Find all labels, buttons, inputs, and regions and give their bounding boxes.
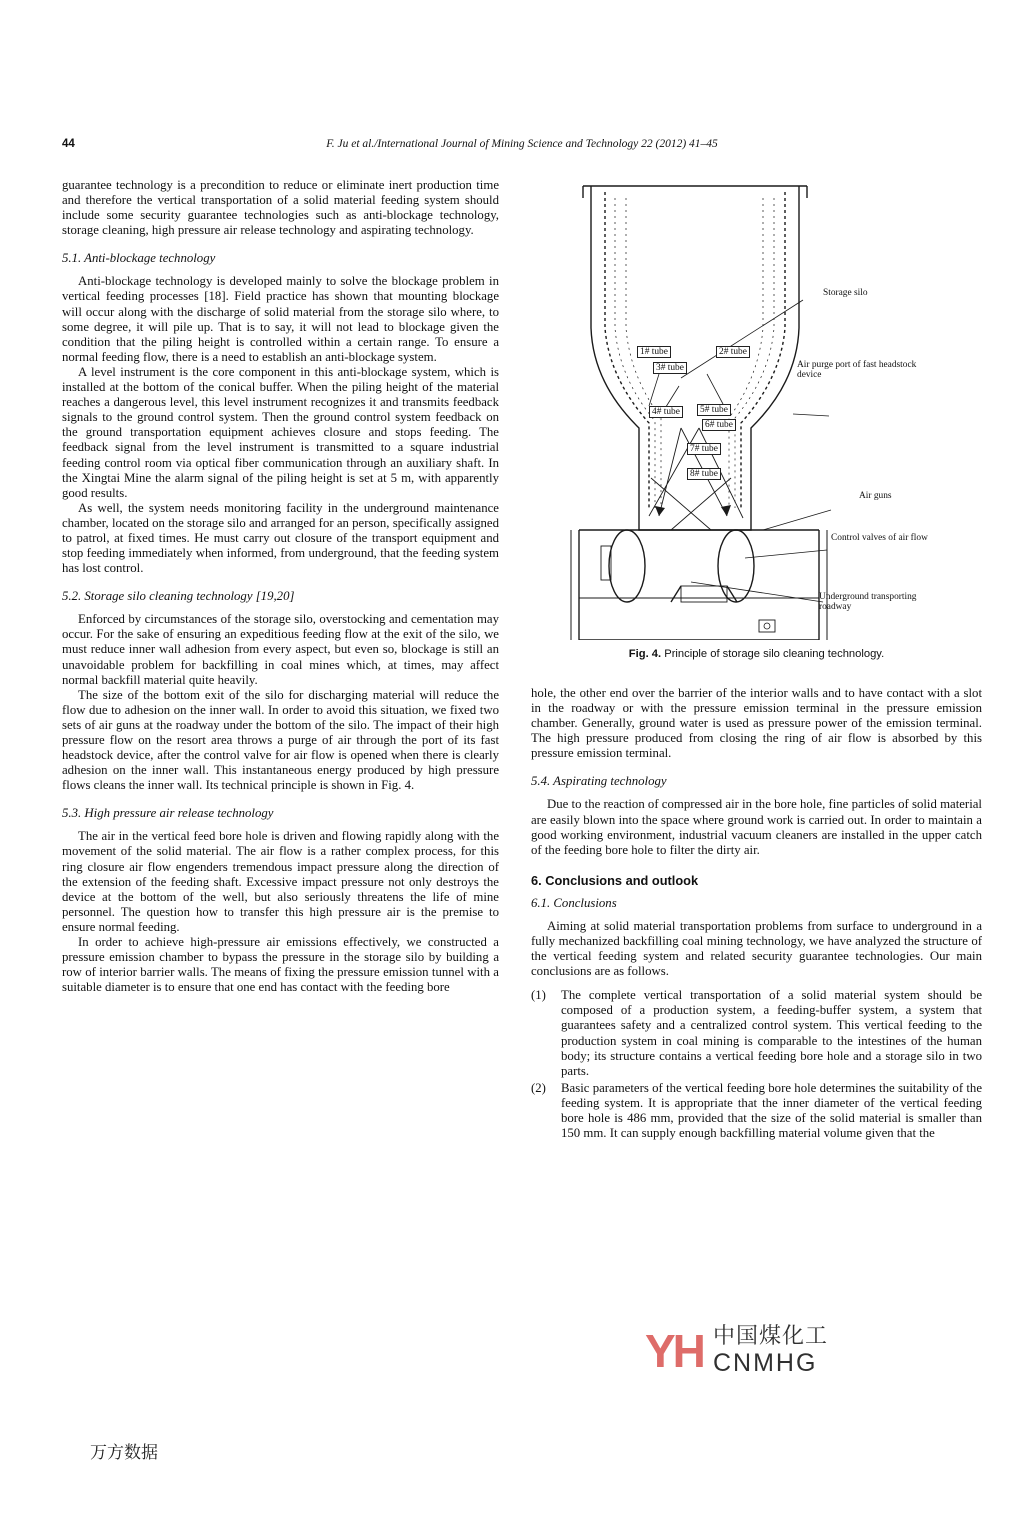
figure-label-storage-silo: Storage silo [823, 288, 868, 298]
paragraph-5-3-1: The air in the vertical feed bore hole is driven and flowing rapidly along with the movement of the solid material. The air flow is a rather complex process, for this ring closure air flow engenders tremendous impact pressure along the direction of the extension of the feeding shaft. Excessive impact pressure not only destroys the device at the bottom of the well, but also seriously threatens the life of mine personnel. The question how to transfer this high pressure air is the premise to ensure normal feeding. [62, 829, 499, 934]
list-item [531, 988, 982, 1079]
paragraph-5-2-2: The size of the bottom exit of the silo for discharging material will reduce the flow due to adhesion on the inner wall. In order to avoid this situation, we fixed two sets of air guns at the roadway under the bottom of the silo. The impact of their high pressure flow on the resort area throws a purge of air through the port of its fast headstock device, after the control valve for air flow is opened when there is clearly adhesion on the inner wall. This instantaneous energy produced by high pressure flows cleans the inner wall. Its technical principle is shown in Fig. 4. [62, 687, 499, 793]
list-item-text: Basic parameters of the vertical feeding bore hole determines the suitability of the feeding system. It is appropriate that the inner diameter of the vertical feeding bore hole is 486 mm, provided that the size of the solid material is smaller than 150 mm. It can supply enough backfilling material volume given that the [561, 1080, 982, 1141]
watermark [645, 1315, 885, 1393]
paragraph-6-1-1: Aiming at solid material transportation problems from surface to underground in a fully mechanized backfilling coal mining technology, we have analyzed the structure of the vertical feeding system and related security guarantee technologies. Our main conclusions are as follows. [531, 918, 982, 979]
list-item-text: The complete vertical transportation of a solid material system should be composed of a production system, a feeding-buffer system, a system that guarantees safety and a centralized control system. This vertical feeding to the production system in coal mining is comparable to the intestines of the human body; its structure contains a vertical feeding bore hole and a storage silo in two parts. [561, 988, 982, 1078]
figure-label-tube-7: 7# tube [687, 443, 721, 455]
section-heading-6-1: 6.1. Conclusions [531, 895, 617, 910]
conclusions-list [531, 988, 982, 1141]
figure-label-tube-2: 2# tube [716, 346, 750, 358]
watermark-english-text: CNMHG [713, 1349, 818, 1377]
running-title: F. Ju et al./International Journal of Mining Science and Technology 22 (2012) 41–45 [326, 138, 718, 150]
paragraph-5-4-1: Due to the reaction of compressed air in the bore hole, fine particles of solid material are easily blown into the space where ground work is carried out. In order to maintain a good working environment, industrial vacuum cleaners are installed in the upper catch of the feeding bore hole to filter the dirty air. [531, 797, 982, 857]
continuation-paragraph: hole, the other end over the barrier of the interior walls and to have contact with a slot in the roadway or with the pressure emission terminal in the pressure emission chamber. Generally, ground water is used as pressure power of the emission terminal. The high pressure produced from closing the ring of air flow is absorbed by this pressure emission terminal. [531, 686, 982, 761]
figure-label-tube-6: 6# tube [702, 419, 736, 431]
figure-label-tube-5: 5# tube [697, 404, 731, 416]
right-column [531, 686, 982, 1143]
intro-paragraph: guarantee technology is a precondition to reduce or eliminate inert production time and therefore the vertical transportation of a solid material feeding system should include some security guarantee technologies such as anti-blockage technology, storage cleaning, high pressure air release technology and aspirating technology. [62, 178, 499, 238]
list-item-number: (1) [531, 988, 546, 1003]
figure-caption [531, 648, 982, 660]
figure-4 [531, 178, 982, 660]
left-column [62, 178, 499, 995]
paragraph-5-2-1: Enforced by circumstances of the storage silo, overstocking and cementation may occur. For the sake of ensuring an expeditious feeding flow at the exit of the silo, we must reduce inner wall adhesion from every aspect, but even so, blockage is still an unavoidable problem for backfilling in coal mines which, at times, may affect normal backfill material quite heavily. [62, 612, 499, 687]
page-number: 44 [62, 138, 75, 150]
section-heading-5-4: 5.4. Aspirating technology [531, 774, 667, 789]
footer-wanfang-label: 万方数据 [90, 1443, 158, 1462]
watermark-chinese-text: 中国煤化工 [713, 1323, 829, 1348]
section-heading-5-1: 5.1. Anti-blockage technology [62, 251, 216, 266]
paragraph-5-1-2: A level instrument is the core component in this anti-blockage system, which is installed at the bottom of the conical buffer. When the piling height of the material reaches a dangerous level, this level instrument recognizes it and transmits feedback signals to the ground control system. Then the ground control system feedback on the ground transportation equipment achieves closure and stops feeding. The feedback signal from the level instrument is transmitted to a square industrial feeding control room via optical fiber communication through an auxiliary shaft. In the Xingtai Mine the alarm signal of the piling height is set at 5 m, with apparently good results. [62, 364, 499, 500]
figure-label-tube-4: 4# tube [649, 406, 683, 418]
list-item [531, 1081, 982, 1141]
section-heading-5-3: 5.3. High pressure air release technology [62, 806, 274, 821]
storage-silo-diagram [531, 178, 982, 640]
figure-4-graphic [531, 178, 982, 640]
figure-label-air-purge-port: Air purge port of fast headstock device [797, 360, 917, 380]
figure-label-tube-1: 1# tube [637, 346, 671, 358]
figure-label-tube-8: 8# tube [687, 468, 721, 480]
section-heading-6: 6. Conclusions and outlook [531, 872, 699, 888]
paragraph-5-3-2: In order to achieve high-pressure air emissions effectively, we constructed a pressure emission chamber to bypass the pressure in the storage silo by building a row of interior barrier walls. The means of fixing the pressure emission tunnel with a suitable diameter is to ensure that one end has contact with the feeding bore [62, 935, 499, 995]
figure-label-control-valves: Control valves of air flow [831, 533, 928, 543]
figure-caption-text: Principle of storage silo cleaning technology. [664, 648, 885, 660]
watermark-logo: YH [645, 1325, 703, 1377]
figure-label-tube-3: 3# tube [653, 362, 687, 374]
section-heading-5-2: 5.2. Storage silo cleaning technology [19,20] [62, 589, 295, 604]
list-item-number: (2) [531, 1080, 546, 1095]
paragraph-5-1-1: Anti-blockage technology is developed mainly to solve the blockage problem in vertical feeding processes [18]. Field practice has shown that mounting blockage will occur along with the discharge of solid material from the storage silo where, to some degree, it will pile up. That is to say, it will not lead to blockage given the condition that the piling height is controlled within a certain range. To ensure a normal feeding flow, there is a need to establish an anti-blockage system. [62, 274, 499, 364]
running-head [62, 138, 982, 154]
figure-caption-label: Fig. 4. [628, 648, 662, 660]
figure-label-underground-roadway: Underground transporting roadway [819, 592, 917, 612]
figure-label-air-guns: Air guns [859, 491, 892, 501]
paragraph-5-1-3: As well, the system needs monitoring facility in the underground maintenance chamber, located on the storage silo and arranged for an person, specifically assigned to patrol, at fixed times. He must carry out closure of the transport equipment and stop feeding immediately when informed, from underground, that the feeding system has lost control. [62, 500, 499, 576]
